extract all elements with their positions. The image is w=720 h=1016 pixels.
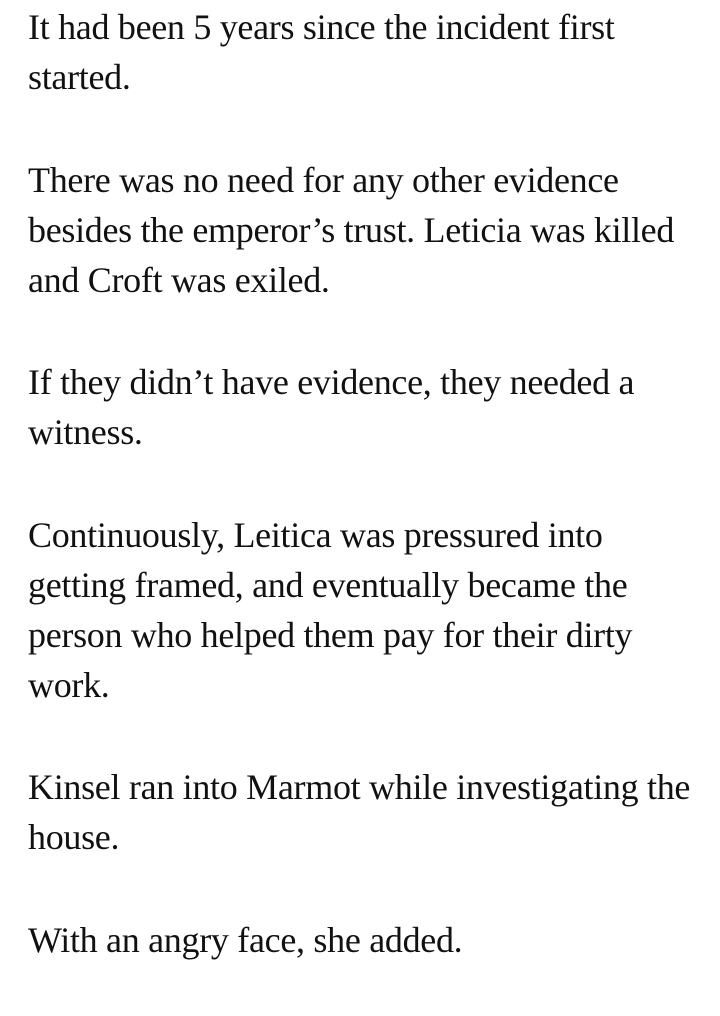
- paragraph: There was no need for any other evidence besides the emperor’s trust. Leticia was killed and Croft was exiled.: [28, 160, 675, 300]
- paragraph: With an angry face, she added.: [28, 920, 463, 960]
- paragraph: Kinsel ran into Marmot while investigating the house.: [28, 767, 691, 857]
- paragraph: It had been 5 years since the incident first started.: [28, 7, 615, 97]
- paragraph: If they didn’t have evidence, they needed a witness.: [28, 362, 635, 452]
- paragraph: Continuously, Leitica was pressured into getting framed, and eventually became the person who helped them pay for their dirty work.: [28, 515, 633, 705]
